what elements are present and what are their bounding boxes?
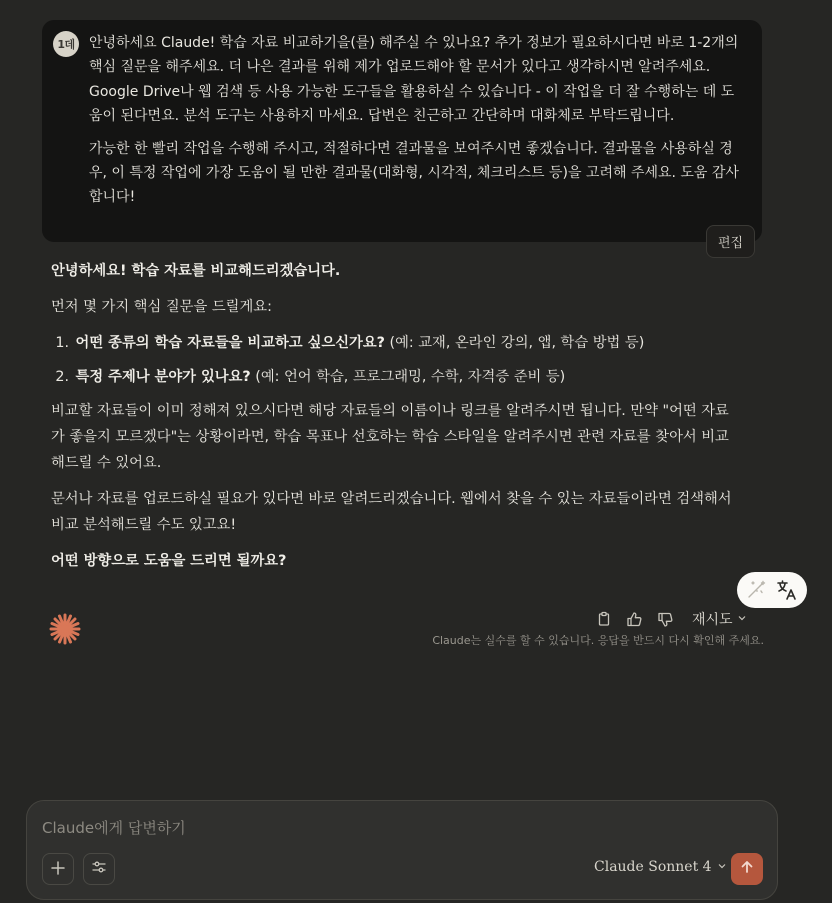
question-bold: 어떤 종류의 학습 자료들을 비교하고 싶으신가요?	[75, 335, 385, 351]
user-paragraph-2: 가능한 한 빨리 작업을 수행해 주시고, 적절하다면 결과물을 보여주시면 좋겠습니다. 결과물을 사용하실 경우, 이 특정 작업에 가장 도움이 될 만한 결과물(대화형, 시각적, 체크리스트 등)을 고려해 주세요. 도움 감사합니다!	[89, 140, 739, 206]
retry-button[interactable]	[692, 609, 747, 629]
claude-spark-icon	[48, 612, 82, 646]
floating-tools	[737, 572, 807, 608]
question-rest: (예: 언어 학습, 프로그래밍, 수학, 자격증 준비 등)	[250, 369, 566, 385]
tools-button[interactable]	[83, 853, 115, 885]
disclaimer: Claude는 실수를 할 수 있습니다. 응답을 반드시 다시 확인해 주세요.	[432, 634, 764, 647]
response-actions	[596, 606, 747, 632]
assistant-closing: 어떤 방향으로 도움을 드리면 될까요?	[51, 553, 287, 569]
arrow-up-icon	[739, 859, 755, 879]
thumbs-up-icon[interactable]	[626, 611, 643, 628]
assistant-message	[51, 258, 741, 574]
translate-icon[interactable]	[775, 578, 799, 602]
magic-wand-icon[interactable]	[745, 579, 767, 601]
question-item	[51, 330, 741, 356]
model-selector[interactable]	[594, 859, 727, 875]
user-message-text	[89, 31, 741, 218]
user-message	[42, 20, 762, 242]
question-number: 2.	[55, 369, 69, 385]
assistant-paragraph-2: 문서나 자료를 업로드하실 필요가 있다면 바로 알려드리겠습니다. 웹에서 찾을 수 있는 자료들이라면 검색해서 비교 분석해드릴 수도 있고요!	[51, 491, 732, 533]
plus-icon	[51, 860, 65, 879]
thumbs-down-icon[interactable]	[657, 611, 674, 628]
model-name: Claude Sonnet 4	[594, 859, 712, 875]
question-item	[51, 364, 741, 390]
send-button[interactable]	[731, 853, 763, 885]
chevron-down-icon	[717, 859, 727, 875]
retry-label: 재시도	[692, 612, 733, 628]
reply-input[interactable]: Claude에게 답변하기	[42, 819, 186, 837]
add-button[interactable]	[42, 853, 74, 885]
assistant-paragraph-1: 비교할 자료들이 이미 정해져 있으시다면 해당 자료들의 이름이나 링크를 알려주시면 됩니다. 만약 "어떤 자료가 좋을지 모르겠다"는 상황이라면, 학습 목표나 선호하는 학습 스타일을 알려주시면 관련 자료를 찾아서 비교해드릴 수 있어요.	[51, 403, 729, 471]
assistant-intro: 먼저 몇 가지 핵심 질문을 드릴게요:	[51, 299, 272, 315]
assistant-greeting: 안녕하세요! 학습 자료를 비교해드리겠습니다.	[51, 263, 341, 279]
question-number: 1.	[55, 335, 69, 351]
sliders-icon	[91, 859, 107, 879]
copy-icon[interactable]	[596, 611, 612, 627]
question-bold: 특정 주제나 분야가 있나요?	[75, 369, 251, 385]
chevron-down-icon	[737, 611, 747, 627]
question-list	[51, 330, 741, 390]
user-paragraph-1: 안녕하세요 Claude! 학습 자료 비교하기을(를) 해주실 수 있나요? 추가 정보가 필요하시다면 바로 1-2개의 핵심 질문을 해주세요. 더 나은 결과를 위해 제가 업로드해야 할 문서가 있다고 생각하시면 알려주세요. Google Drive나 웹 검색 등 사용 가능한 도구들을 활용하실 수 있습니다 - 이 작업을 더 잘 수행하는 데 도움이 된다면요. 분석 도구는 사용하지 마세요. 답변은 친근하고 간단하며 대화체로 부탁드립니다.	[89, 35, 739, 125]
composer	[26, 800, 778, 900]
question-rest: (예: 교재, 온라인 강의, 앱, 학습 방법 등)	[384, 335, 645, 351]
edit-button[interactable]: 편집	[706, 225, 755, 258]
user-avatar: 1데	[53, 31, 79, 57]
